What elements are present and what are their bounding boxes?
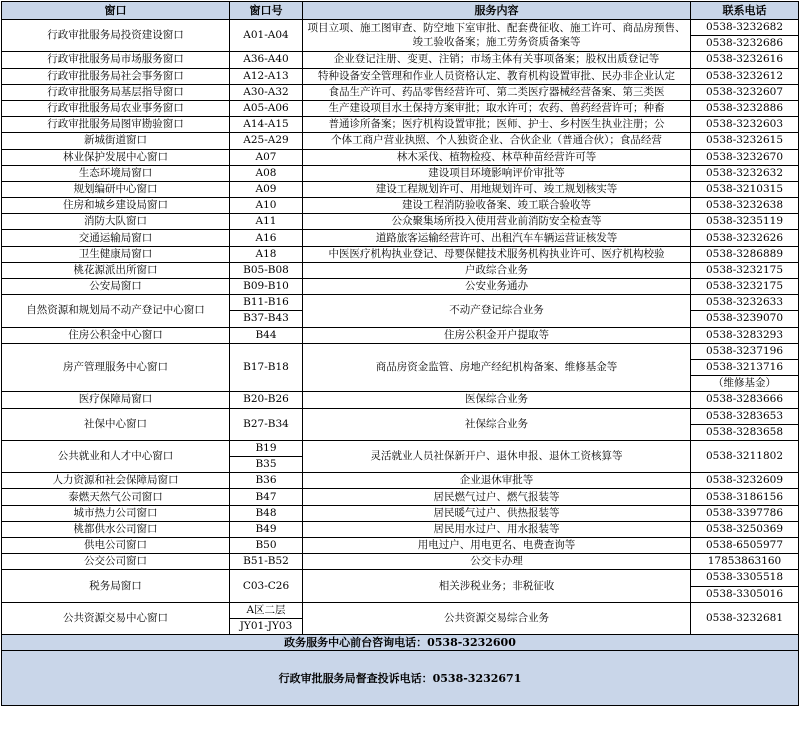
window-number: A30-A32 xyxy=(230,84,303,100)
contact-phone: 0538-3232612 xyxy=(691,68,799,84)
table-row xyxy=(2,149,799,165)
contact-phone: 0538-3232670 xyxy=(691,149,799,165)
window-number: A01-A04 xyxy=(230,20,303,52)
window-number: A05-A06 xyxy=(230,100,303,116)
contact-phone: （维修基金） xyxy=(691,376,799,392)
table-row xyxy=(2,262,799,278)
service-content: 户政综合业务 xyxy=(303,262,691,278)
window-number: A16 xyxy=(230,230,303,246)
service-content: 企业退休审批等 xyxy=(303,473,691,489)
window-name: 社保中心窗口 xyxy=(2,408,230,440)
service-content: 普通诊所备案；医疗机构设置审批；医师、护士、乡村医生执业注册；公 xyxy=(303,117,691,133)
contact-phone: 0538-3232175 xyxy=(691,279,799,295)
table-row xyxy=(2,521,799,537)
contact-phone: 17853863160 xyxy=(691,554,799,570)
contact-phone: 0538-3232626 xyxy=(691,230,799,246)
service-content: 居民用水过户、用水报装等 xyxy=(303,521,691,537)
contact-phone: 0538-3305016 xyxy=(691,586,799,602)
window-number: B09-B10 xyxy=(230,279,303,295)
table-row xyxy=(2,100,799,116)
table-row xyxy=(2,392,799,408)
directory-table xyxy=(1,1,799,706)
header-service: 服务内容 xyxy=(303,2,691,20)
table-row xyxy=(2,440,799,456)
window-name: 房产管理服务中心窗口 xyxy=(2,343,230,392)
contact-phone: 0538-3283666 xyxy=(691,392,799,408)
service-content: 林木采伐、植物检疫、林草种苗经营许可等 xyxy=(303,149,691,165)
table-row xyxy=(2,343,799,359)
header-phone: 联系电话 xyxy=(691,2,799,20)
table-row xyxy=(2,117,799,133)
service-content: 食品生产许可、药品零售经营许可、第二类医疗器械经营备案、第三类医 xyxy=(303,84,691,100)
window-number: A12-A13 xyxy=(230,68,303,84)
table-row xyxy=(2,165,799,181)
contact-phone: 0538-3286889 xyxy=(691,246,799,262)
window-name: 公交公司窗口 xyxy=(2,554,230,570)
window-name: 桃花源派出所窗口 xyxy=(2,262,230,278)
window-number: C03-C26 xyxy=(230,570,303,602)
table-row xyxy=(2,198,799,214)
window-name: 行政审批服务局图审勘验窗口 xyxy=(2,117,230,133)
service-content: 项目立项、施工图审查、防空地下室审批、配套费征收、施工许可、商品房预售、竣工验收备案；施工劳务资质备案等 xyxy=(303,20,691,52)
header-window-no: 窗口号 xyxy=(230,2,303,20)
table-row xyxy=(2,554,799,570)
window-number: A36-A40 xyxy=(230,52,303,68)
contact-phone: 0538-3232638 xyxy=(691,198,799,214)
service-content: 建设项目环境影响评价审批等 xyxy=(303,165,691,181)
window-name: 供电公司窗口 xyxy=(2,538,230,554)
service-content: 道路旅客运输经营许可、出租汽车车辆运营证核发等 xyxy=(303,230,691,246)
contact-phone: 0538-3283653 xyxy=(691,408,799,424)
window-name: 交通运输局窗口 xyxy=(2,230,230,246)
window-number: B48 xyxy=(230,505,303,521)
table-row xyxy=(2,538,799,554)
window-name: 公共就业和人才中心窗口 xyxy=(2,440,230,472)
window-number: A18 xyxy=(230,246,303,262)
contact-phone: 0538-3210315 xyxy=(691,181,799,197)
contact-phone: 0538-3250369 xyxy=(691,521,799,537)
window-name: 住房公积金中心窗口 xyxy=(2,327,230,343)
table-row xyxy=(2,295,799,311)
window-name: 规划编研中心窗口 xyxy=(2,181,230,197)
table-row xyxy=(2,505,799,521)
service-content: 居民暖气过户、供热报装等 xyxy=(303,505,691,521)
contact-phone: 0538-3232632 xyxy=(691,165,799,181)
window-number: B35 xyxy=(230,457,303,473)
service-content: 企业登记注册、变更、注销；市场主体有关事项备案；股权出质登记等 xyxy=(303,52,691,68)
window-name: 消防大队窗口 xyxy=(2,214,230,230)
window-number: B37-B43 xyxy=(230,311,303,327)
table-row xyxy=(2,133,799,149)
contact-phone: 0538-3186156 xyxy=(691,489,799,505)
window-name: 林业保护发展中心窗口 xyxy=(2,149,230,165)
contact-phone: 0538-3397786 xyxy=(691,505,799,521)
window-number: B19 xyxy=(230,440,303,456)
contact-phone: 0538-3232686 xyxy=(691,36,799,52)
footer-consult-row xyxy=(2,635,799,651)
table-row xyxy=(2,68,799,84)
contact-phone: 0538-3237196 xyxy=(691,343,799,359)
table-row xyxy=(2,279,799,295)
window-name: 行政审批服务局农业事务窗口 xyxy=(2,100,230,116)
table-row xyxy=(2,408,799,424)
contact-phone: 0538-3232682 xyxy=(691,20,799,36)
contact-phone: 0538-6505977 xyxy=(691,538,799,554)
header-row xyxy=(2,2,799,20)
table-row xyxy=(2,473,799,489)
window-name: 人力资源和社会保障局窗口 xyxy=(2,473,230,489)
window-number: B44 xyxy=(230,327,303,343)
window-name: 自然资源和规划局不动产登记中心窗口 xyxy=(2,295,230,327)
table-row xyxy=(2,570,799,586)
window-number: B50 xyxy=(230,538,303,554)
window-name: 泰燃天然气公司窗口 xyxy=(2,489,230,505)
window-name: 新城街道窗口 xyxy=(2,133,230,149)
table-row xyxy=(2,489,799,505)
window-name: 公共资源交易中心窗口 xyxy=(2,602,230,634)
window-number: B05-B08 xyxy=(230,262,303,278)
window-number: A25-A29 xyxy=(230,133,303,149)
service-content: 个体工商户营业执照、个人独资企业、合伙企业（普通合伙）；食品经营 xyxy=(303,133,691,149)
service-content: 特种设备安全管理和作业人员资格认定、教育机构设置审批、民办非企业认定 xyxy=(303,68,691,84)
window-number: JY01-JY03 xyxy=(230,618,303,634)
service-content: 不动产登记综合业务 xyxy=(303,295,691,327)
table-row xyxy=(2,602,799,618)
service-content: 居民燃气过户、燃气报装等 xyxy=(303,489,691,505)
table-row xyxy=(2,214,799,230)
service-content: 生产建设项目水土保持方案审批；取水许可；农药、兽药经营许可；种畜 xyxy=(303,100,691,116)
contact-phone: 0538-3283293 xyxy=(691,327,799,343)
window-number: A08 xyxy=(230,165,303,181)
window-name: 卫生健康局窗口 xyxy=(2,246,230,262)
window-name: 税务局窗口 xyxy=(2,570,230,602)
window-name: 公安局窗口 xyxy=(2,279,230,295)
contact-phone: 0538-3232609 xyxy=(691,473,799,489)
window-name: 行政审批服务局社会事务窗口 xyxy=(2,68,230,84)
contact-phone: 0538-3232603 xyxy=(691,117,799,133)
window-number: B27-B34 xyxy=(230,408,303,440)
contact-phone: 0538-3283658 xyxy=(691,424,799,440)
window-name: 生态环境局窗口 xyxy=(2,165,230,181)
window-number: B17-B18 xyxy=(230,343,303,392)
window-number: B47 xyxy=(230,489,303,505)
table-row xyxy=(2,52,799,68)
window-name: 行政审批服务局投资建设窗口 xyxy=(2,20,230,52)
service-content: 住房公积金开户提取等 xyxy=(303,327,691,343)
service-content: 公共资源交易综合业务 xyxy=(303,602,691,634)
window-number: B51-B52 xyxy=(230,554,303,570)
table-body xyxy=(2,20,799,635)
service-content: 社保综合业务 xyxy=(303,408,691,440)
service-content: 商品房资金监管、房地产经纪机构备案、维修基金等 xyxy=(303,343,691,392)
contact-phone: 0538-3232615 xyxy=(691,133,799,149)
contact-phone: 0538-3232886 xyxy=(691,100,799,116)
contact-phone: 0538-3232607 xyxy=(691,84,799,100)
window-number: A09 xyxy=(230,181,303,197)
window-number: A14-A15 xyxy=(230,117,303,133)
service-content: 医保综合业务 xyxy=(303,392,691,408)
window-number: A07 xyxy=(230,149,303,165)
window-name: 医疗保障局窗口 xyxy=(2,392,230,408)
window-name: 城市热力公司窗口 xyxy=(2,505,230,521)
window-number: B36 xyxy=(230,473,303,489)
table-row xyxy=(2,20,799,36)
window-name: 桃都供水公司窗口 xyxy=(2,521,230,537)
table-row xyxy=(2,84,799,100)
footer-complaint-row xyxy=(2,651,799,706)
window-number: A11 xyxy=(230,214,303,230)
window-number: B49 xyxy=(230,521,303,537)
contact-phone: 0538-3211802 xyxy=(691,440,799,472)
contact-phone: 0538-3232681 xyxy=(691,602,799,634)
contact-phone: 0538-3239070 xyxy=(691,311,799,327)
service-content: 公众聚集场所投入使用营业前消防安全检查等 xyxy=(303,214,691,230)
service-content: 相关涉税业务；非税征收 xyxy=(303,570,691,602)
table-row xyxy=(2,327,799,343)
service-content: 灵活就业人员社保新开户、退休申报、退休工资核算等 xyxy=(303,440,691,472)
service-content: 公交卡办理 xyxy=(303,554,691,570)
contact-phone: 0538-3235119 xyxy=(691,214,799,230)
service-content: 建设工程规划许可、用地规划许可、竣工规划核实等 xyxy=(303,181,691,197)
window-number: B11-B16 xyxy=(230,295,303,311)
header-window: 窗口 xyxy=(2,2,230,20)
footer-consult: 政务服务中心前台咨询电话：0538-3232600 xyxy=(2,635,799,651)
window-name: 行政审批服务局基层指导窗口 xyxy=(2,84,230,100)
table-row xyxy=(2,181,799,197)
window-number: B20-B26 xyxy=(230,392,303,408)
table-row xyxy=(2,246,799,262)
window-number: A10 xyxy=(230,198,303,214)
service-content: 公安业务通办 xyxy=(303,279,691,295)
contact-phone: 0538-3213716 xyxy=(691,359,799,375)
contact-phone: 0538-3232633 xyxy=(691,295,799,311)
contact-phone: 0538-3305518 xyxy=(691,570,799,586)
contact-phone: 0538-3232175 xyxy=(691,262,799,278)
service-content: 中医医疗机构执业登记、母婴保健技术服务机构执业许可、医疗机构校验 xyxy=(303,246,691,262)
window-number: A区二层 xyxy=(230,602,303,618)
service-content: 用电过户、用电更名、电费查询等 xyxy=(303,538,691,554)
footer-complaint: 行政审批服务局督查投诉电话：0538-3232671 xyxy=(2,651,799,706)
table-row xyxy=(2,230,799,246)
service-content: 建设工程消防验收备案、竣工联合验收等 xyxy=(303,198,691,214)
contact-phone: 0538-3232616 xyxy=(691,52,799,68)
window-name: 行政审批服务局市场服务窗口 xyxy=(2,52,230,68)
window-name: 住房和城乡建设局窗口 xyxy=(2,198,230,214)
